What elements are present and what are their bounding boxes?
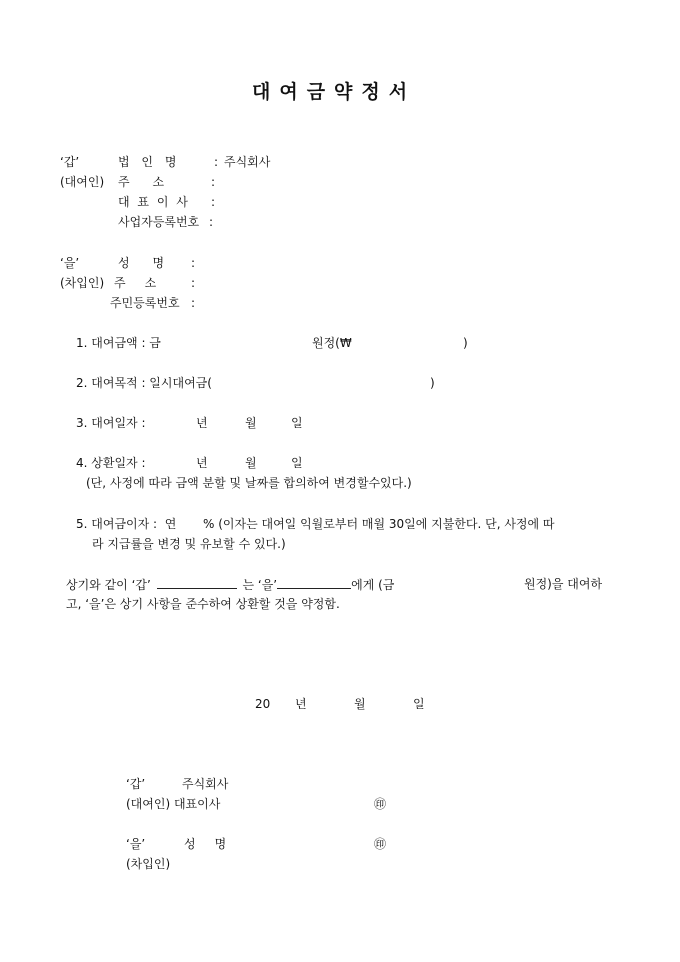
item-loan-date-label: 3. 대여일자 : bbox=[76, 416, 146, 430]
colon: : bbox=[211, 195, 216, 209]
borrower-blank bbox=[277, 577, 351, 589]
item-loan-date-month: 월 bbox=[245, 416, 257, 430]
document-title: 대여금약정서 bbox=[252, 81, 417, 103]
lender-address-label: 주 소 bbox=[118, 175, 165, 189]
colon: : bbox=[214, 155, 219, 169]
sig-lender-company: 주식회사 bbox=[182, 777, 229, 791]
colon: : bbox=[191, 256, 196, 270]
item-interest-line1: 5. 대여금이자 : 연 % (이자는 대여일 익월로부터 매월 30일에 지불한다. 단, 사정에 따 bbox=[76, 517, 555, 531]
sig-lender-tag: ‘갑’ bbox=[126, 777, 146, 791]
sig-borrower-name-label: 성 명 bbox=[184, 837, 227, 851]
date-month: 월 bbox=[354, 697, 366, 711]
agreement-part4: 원정)을 대여하 bbox=[524, 577, 603, 591]
item-loan-date-day: 일 bbox=[291, 416, 303, 430]
agreement-part2: 는 ‘을’ bbox=[242, 578, 278, 592]
lender-name-value: 주식회사 bbox=[224, 155, 271, 169]
borrower-role: (차입인) bbox=[60, 276, 105, 290]
lender-blank bbox=[157, 577, 237, 589]
item-amount-close: ) bbox=[463, 336, 468, 350]
item-purpose-close: ) bbox=[430, 376, 435, 390]
item-amount-label: 1. 대여금액 : 금 bbox=[76, 336, 161, 350]
item-loan-date-year: 년 bbox=[196, 416, 208, 430]
agreement-part1: 상기와 같이 ‘갑’ bbox=[66, 578, 151, 592]
date-year: 년 bbox=[295, 697, 307, 711]
item-interest-line2: 라 지급률을 변경 및 유보할 수 있다.) bbox=[92, 537, 286, 551]
agreement-line1 bbox=[66, 577, 394, 592]
colon: : bbox=[191, 276, 196, 290]
lender-name-label: 법 인 명 bbox=[118, 155, 177, 169]
date-prefix: 20 bbox=[255, 697, 271, 711]
agreement-part3: 에게 (금 bbox=[351, 578, 395, 592]
lender-rep-label: 대 표 이 사 bbox=[118, 195, 190, 209]
item-repay-date-label: 4. 상환일자 : bbox=[76, 456, 146, 470]
borrower-seal-mark: ㊞ bbox=[374, 837, 387, 851]
item-purpose-label: 2. 대여목적 : 일시대여금( bbox=[76, 376, 212, 390]
agreement-line2: 고, ‘을’은 상기 사항을 준수하여 상환할 것을 약정함. bbox=[66, 597, 340, 611]
lender-seal-mark: ㊞ bbox=[374, 797, 387, 811]
lender-bizno-label: 사업자등록번호 bbox=[118, 215, 200, 229]
item-repay-date-note: (단, 사정에 따라 금액 분할 및 날짜를 합의하여 변경할수있다.) bbox=[86, 476, 412, 490]
borrower-address-label: 주 소 bbox=[114, 276, 157, 290]
borrower-name-label: 성 명 bbox=[118, 256, 165, 270]
lender-role: (대여인) bbox=[60, 175, 105, 189]
item-repay-date-month: 월 bbox=[245, 456, 257, 470]
borrower-tag: ‘을’ bbox=[60, 256, 80, 270]
colon: : bbox=[209, 215, 214, 229]
item-repay-date-day: 일 bbox=[291, 456, 303, 470]
colon: : bbox=[191, 296, 196, 310]
sig-borrower-tag: ‘을’ bbox=[126, 837, 146, 851]
borrower-idno-label: 주민등록번호 bbox=[110, 296, 180, 310]
colon: : bbox=[211, 175, 216, 189]
sig-borrower-role: (차입인) bbox=[126, 857, 171, 871]
sig-lender-role: (대여인) 대표이사 bbox=[126, 797, 221, 811]
item-amount-won: 원정(₩ bbox=[312, 336, 352, 350]
lender-tag: ‘갑’ bbox=[60, 155, 80, 169]
item-repay-date-year: 년 bbox=[196, 456, 208, 470]
date-day: 일 bbox=[413, 697, 425, 711]
